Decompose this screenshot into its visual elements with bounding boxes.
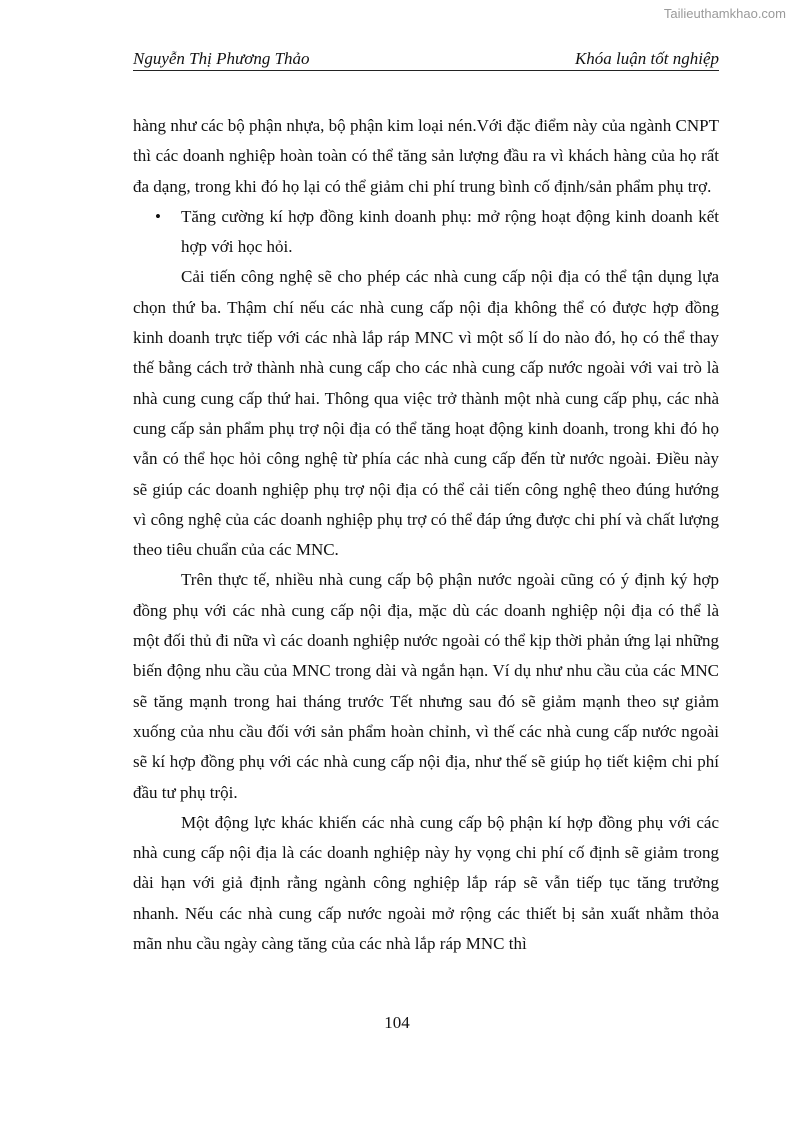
header-doc-type: Khóa luận tốt nghiệp bbox=[574, 49, 719, 68]
page-header bbox=[133, 48, 719, 71]
paragraph-continuation: hàng như các bộ phận nhựa, bộ phận kim loại nén.Với đặc điểm này của ngành CNPT thì các doanh nghiệp hoàn toàn có thể tăng sản lượng đầu ra vì khách hàng của họ rất đa dạng, trong khi đó họ lại có thể giảm chi phí trung bình cố định/sản phẩm phụ trợ. bbox=[133, 116, 719, 196]
paragraph-motivation: Một động lực khác khiến các nhà cung cấp bộ phận kí hợp đồng phụ với các nhà cung cấp nội địa là các doanh nghiệp này hy vọng chi phí cố định sẽ giảm trong dài hạn với giả định rằng ngành công nghiệp lắp ráp sẽ vẫn tiếp tục tăng trưởng nhanh. Nếu các nhà cung cấp nước ngoài mở rộng các thiết bị sản xuất nhằm thỏa mãn nhu cầu ngày càng tăng của các nhà lắp ráp MNC thì bbox=[133, 812, 719, 954]
paragraph-technology: Cải tiến công nghệ sẽ cho phép các nhà cung cấp nội địa có thể tận dụng lựa chọn thứ ba. Thậm chí nếu các nhà cung cấp nội địa không thể có được hợp đồng kinh doanh trực tiếp với các nhà lắp ráp MNC vì một số lí do nào đó, họ có thể thay thế bằng cách trở thành nhà cung cấp cho các nhà cung cấp nước ngoài với vai trò là nhà cung cung cấp thứ hai. Thông qua việc trở thành một nhà cung cấp phụ, các nhà cung cấp sản phẩm phụ trợ nội địa có thể tăng hoạt động kinh doanh, trong khi đó họ vẫn có thể học hỏi công nghệ từ phía các nhà cung cấp đến từ nước ngoài. Điều này sẽ giúp các doanh nghiệp phụ trợ nội địa có thể cải tiến công nghệ theo đúng hướng vì công nghệ của các doanh nghiệp phụ trợ có thể đáp ứng được chi phí và chất lượng theo tiêu chuẩn của các MNC. bbox=[133, 267, 719, 560]
watermark-text: Tailieuthamkhao.com bbox=[663, 6, 786, 21]
bullet-item-text: Tăng cường kí hợp đồng kinh doanh phụ: mở rộng hoạt động kinh doanh kết hợp với học hỏi. bbox=[181, 206, 719, 257]
paragraph-foreign-suppliers: Trên thực tế, nhiều nhà cung cấp bộ phận nước ngoài cũng có ý định ký hợp đồng phụ với các nhà cung cấp nội địa, mặc dù các doanh nghiệp nội địa có thể là một đối thủ đi nữa vì các doanh nghiệp nước ngoài có thể kịp thời phản ứng lại những biến động nhu cầu của MNC trong dài và ngắn hạn. Ví dụ như nhu cầu của các MNC sẽ tăng mạnh trong hai tháng trước Tết nhưng sau đó sẽ giảm mạnh theo sự giảm xuống của nhu cầu đối với sản phẩm hoàn chỉnh, vì thế các nhà cung cấp nước ngoài sẽ kí hợp đồng phụ với các nhà cung cấp nội địa, như thế sẽ giúp họ tiết kiệm chi phí đầu tư phụ trội. bbox=[133, 570, 719, 802]
bullet-item bbox=[133, 202, 719, 263]
body-text bbox=[133, 111, 719, 959]
header-author: Nguyễn Thị Phương Thảo bbox=[133, 49, 310, 68]
bullet-icon: • bbox=[155, 206, 161, 226]
page-number: 104 bbox=[384, 1013, 410, 1032]
